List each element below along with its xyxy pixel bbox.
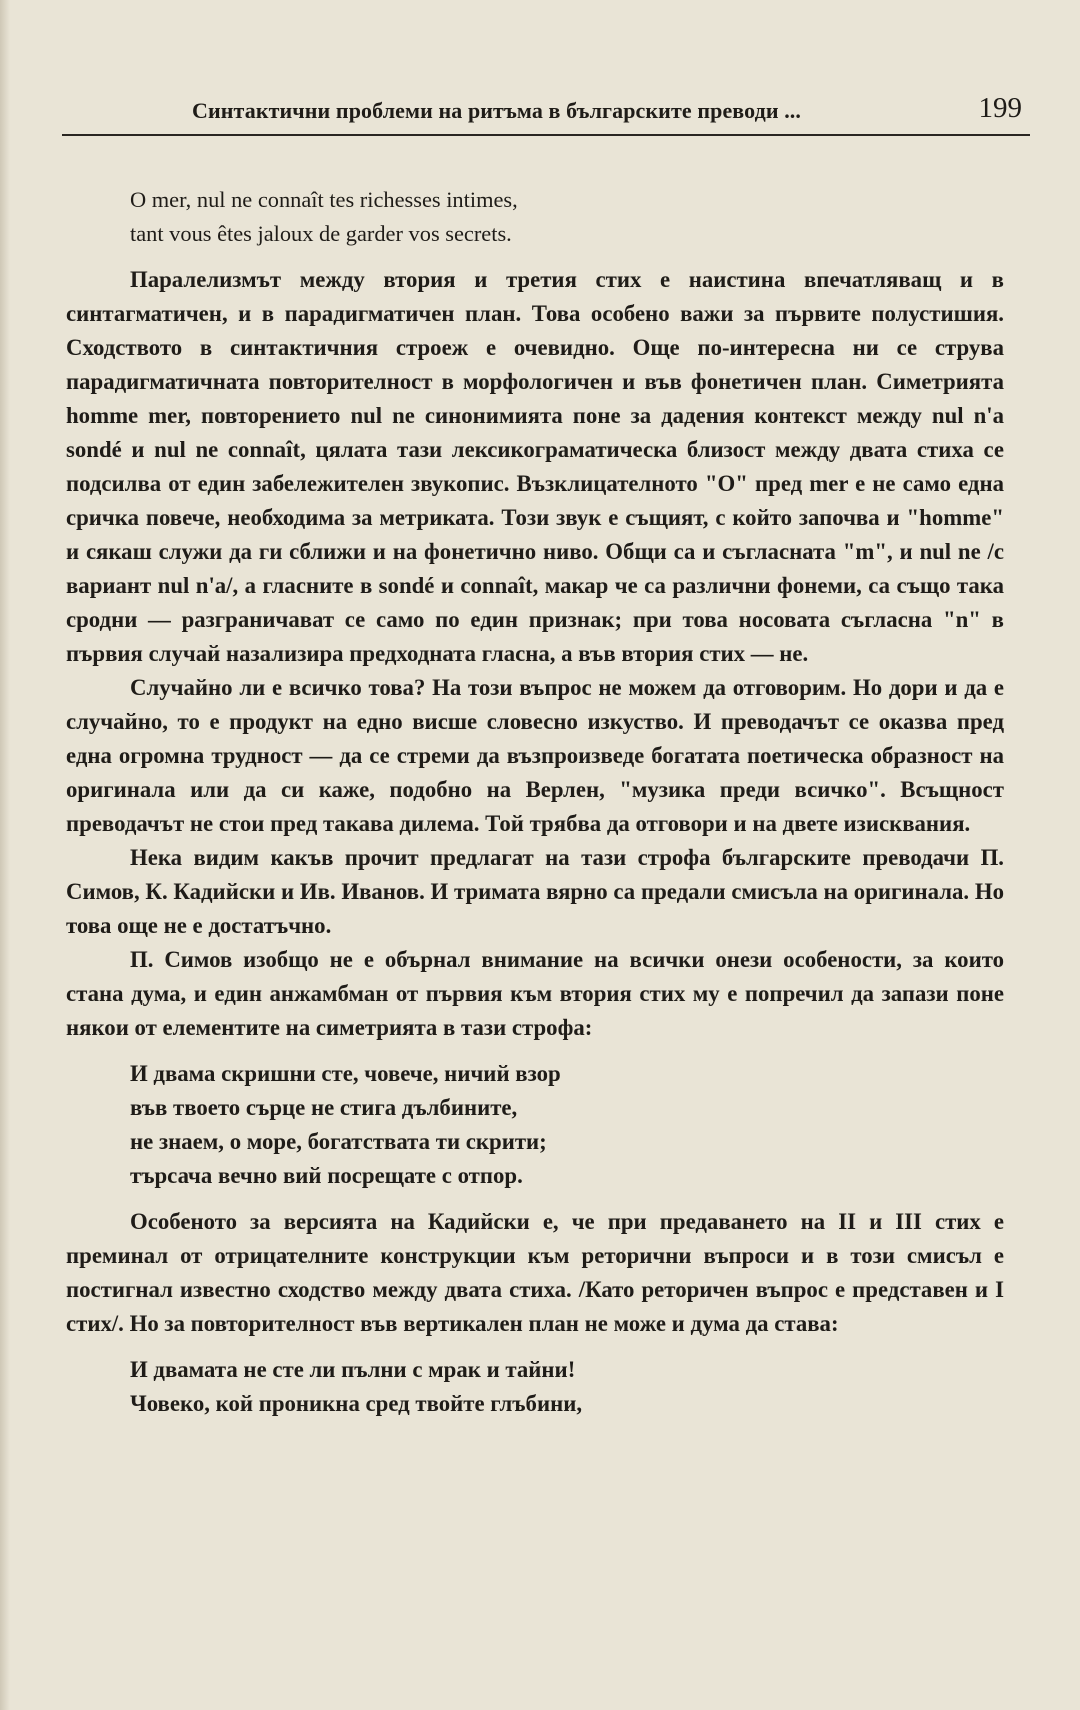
- page-body: [66, 183, 1004, 1433]
- paragraph-parallelism: Паралелизмът между втория и третия стих е наистина впечатляващ и в синтагматичен, и в парадигматичен план. Това особено важи за първите полустишия. Сходството в синтактичния строеж е очевидно. Още по-интересна ни се струва парадигматичната повторителност в морфологичен и във фонетичен план. Симетрията homme mer, повторението nul ne синонимията поне за дадения контекст между nul n'a sondé и nul ne connaît, цялата тази лексикограматическа близост между двата стиха се подсилва от един забележителен звукопис. Възклицателното "О" пред mer е не само една сричка повече, необходима за метриката. Този звук е същият, с който започва и "homme" и сякаш служи да ги сближи и на фонетично ниво. Общи са и съгласната "m", и nul ne /с вариант nul n'a/, а гласните в sondé и connaît, макар че са различни фонеми, са също така сродни — разграничават се само по един признак; при това носовата съгласна "n" в първия случай назализира предходната гласна, а във втория стих — не.: [66, 267, 1004, 666]
- paragraph-kadiyski: Особеното за версията на Кадийски е, че при предаването на II и III стих е преминал от отрицателните конструкции към реторични въпроси и в този смисъл е постигнал известно сходство между двата стиха. /Като реторичен въпрос е представен и I стих/. Но за повторителност във вертикален план не може и дума да става:: [66, 1209, 1004, 1336]
- verse-line: tant vous êtes jaloux de garder vos secrets.: [130, 221, 512, 246]
- verse-line: във твоето сърце не стига дълбините,: [130, 1095, 518, 1120]
- verse-line: не знаем, о море, богатствата ти скрити;: [130, 1129, 547, 1154]
- page-edge: [0, 0, 10, 1710]
- paragraph-simov: П. Симов изобщо не е обърнал внимание на всички онези особености, за които стана дума, и един анжамбман от първия към втория стих му е попречил да запази поне някои от елементите на симетрията в тази строфа:: [66, 947, 1004, 1040]
- simov-translation-quote: [66, 1057, 1004, 1193]
- verse-line: O mer, nul ne connaît tes richesses intimes,: [130, 187, 518, 212]
- verse-line: И двамата не сте ли пълни с мрак и тайни!: [130, 1357, 576, 1382]
- page-header: [62, 88, 1030, 136]
- verse-line: търсача вечно вий посрещате с отпор.: [130, 1163, 523, 1188]
- paragraph-translators: Нека видим какъв прочит предлагат на тази строфа българските преводачи П. Симов, К. Кадийски и Ив. Иванов. И тримата вярно са предали смисъла на оригинала. Но това още не е достатъчно.: [66, 845, 1004, 938]
- verse-line: Човеко, кой проникна сред твойте глъбини,: [130, 1391, 583, 1416]
- running-title: Синтактични проблеми на ритъма в българските преводи ...: [192, 98, 802, 123]
- french-quote: [66, 183, 1004, 251]
- kadiyski-translation-quote: [66, 1353, 1004, 1421]
- page-number: 199: [978, 92, 1022, 124]
- verse-line: И двама скришни сте, човече, ничий взор: [130, 1061, 561, 1086]
- paragraph-chance: Случайно ли е всичко това? На този въпрос не можем да отговорим. Но дори и да е случайно, то е продукт на едно висше словесно изкуство. И преводачът се оказва пред една огромна трудност — да се стреми да възпроизведе богатата поетическа образност на оригинала или да си каже, подобно на Верлен, "музика преди всичко". Всъщност преводачът не стои пред такава дилема. Той трябва да отговори и на двете изисквания.: [66, 675, 1004, 836]
